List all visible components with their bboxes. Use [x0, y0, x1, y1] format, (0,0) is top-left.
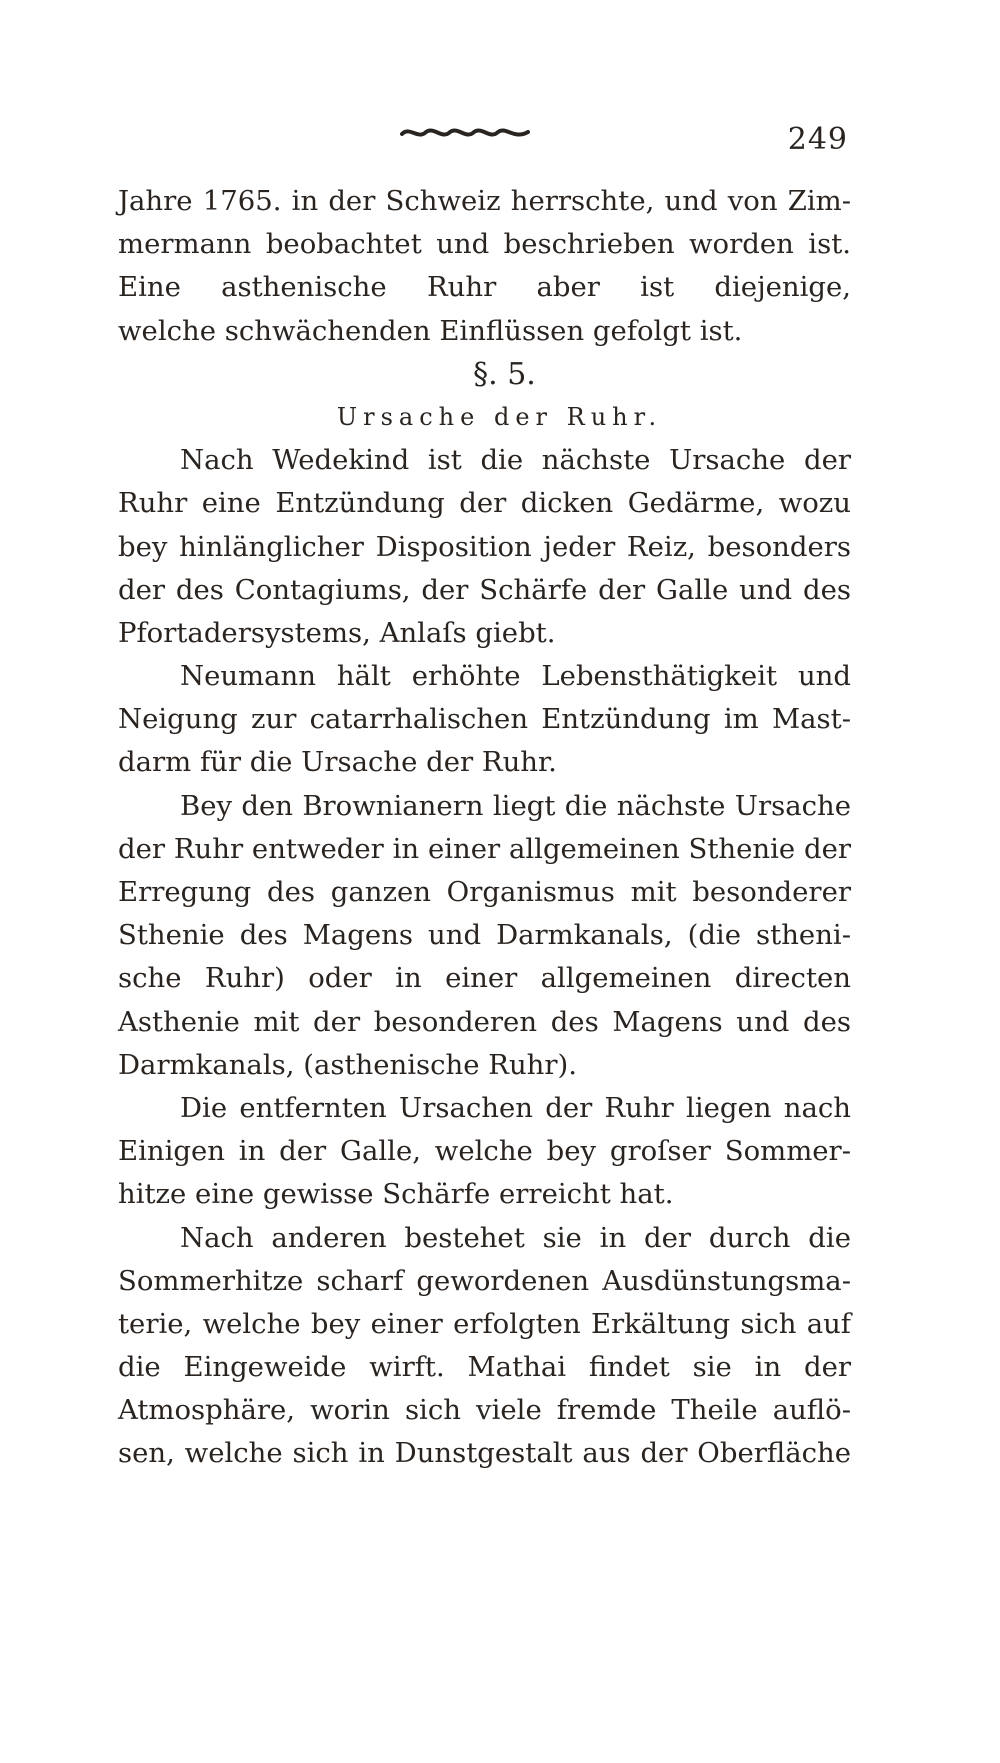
text-line: Darmkanals, (asthenische Ruhr). — [118, 1048, 577, 1081]
text-line: darm für die Ursache der Ruhr. — [118, 746, 557, 779]
text-line: Erregung des ganzen Organismus mit besonderer — [118, 876, 851, 908]
text-line: der des Contagiums, der Schärfe der Galle und des — [118, 573, 851, 606]
section-number: §. 5. — [473, 356, 536, 392]
text-line: Einigen in der Galle, welche bey groſser Sommer- — [118, 1135, 851, 1168]
text-line: sen, welche sich in Dunstgestalt aus der Oberfläche — [118, 1437, 851, 1470]
text-line: Eine asthenische Ruhr aber ist diejenige, — [118, 271, 851, 304]
text-line: hitze eine gewisse Schärfe erreicht hat. — [118, 1178, 674, 1211]
text-line: sche Ruhr) oder in einer allgemeinen directen — [118, 962, 851, 995]
text-line: der Ruhr entweder in einer allgemeinen Sthenie der — [118, 832, 851, 865]
text-line: terie, welche bey einer erfolgten Erkältung sich auf — [118, 1307, 851, 1340]
text-line: Asthenie mit der besonderen des Magens und des — [118, 1005, 851, 1038]
page-header — [118, 118, 856, 158]
text-line: Neumann hält erhöhte Lebensthätigkeit und — [180, 660, 851, 693]
body-text — [118, 180, 851, 1476]
text-line: Atmosphäre, worin sich viele fremde Theile auflö- — [118, 1394, 851, 1427]
text-line: Nach anderen bestehet sie in der durch die — [180, 1221, 851, 1254]
text-line: mermann beobachtet und beschrieben worden ist. — [118, 228, 851, 261]
text-line: Jahre 1765. in der Schweiz herrschte, und von Zim- — [118, 185, 851, 217]
text-line: Die entfernten Ursachen der Ruhr liegen nach — [180, 1091, 851, 1124]
text-line: Ruhr eine Entzündung der dicken Gedärme, wozu — [118, 487, 851, 520]
text-line: Sthenie des Magens und Darmkanals, (die stheni- — [118, 919, 851, 952]
page-number: 249 — [787, 122, 848, 157]
text-line: Neigung zur catarrhalischen Entzündung im Mast- — [118, 703, 851, 736]
section-title: Ursache der Ruhr. — [336, 402, 663, 431]
text-line: Bey den Brownianern liegt die nächste Ursache — [180, 789, 851, 822]
text-line: Pfortadersystems, Anlaſs giebt. — [118, 616, 556, 649]
ornament-rule — [400, 124, 530, 142]
text-line: die Eingeweide wirft. Mathai findet sie in der — [118, 1351, 851, 1384]
text-line: bey hinlänglicher Disposition jeder Reiz, besonders — [118, 530, 851, 563]
text-line: Sommerhitze scharf gewordenen Ausdünstungsma- — [118, 1264, 851, 1297]
text-line: welche schwächenden Einflüssen gefolgt ist. — [118, 314, 743, 347]
text-line: Nach Wedekind ist die nächste Ursache der — [180, 444, 851, 477]
